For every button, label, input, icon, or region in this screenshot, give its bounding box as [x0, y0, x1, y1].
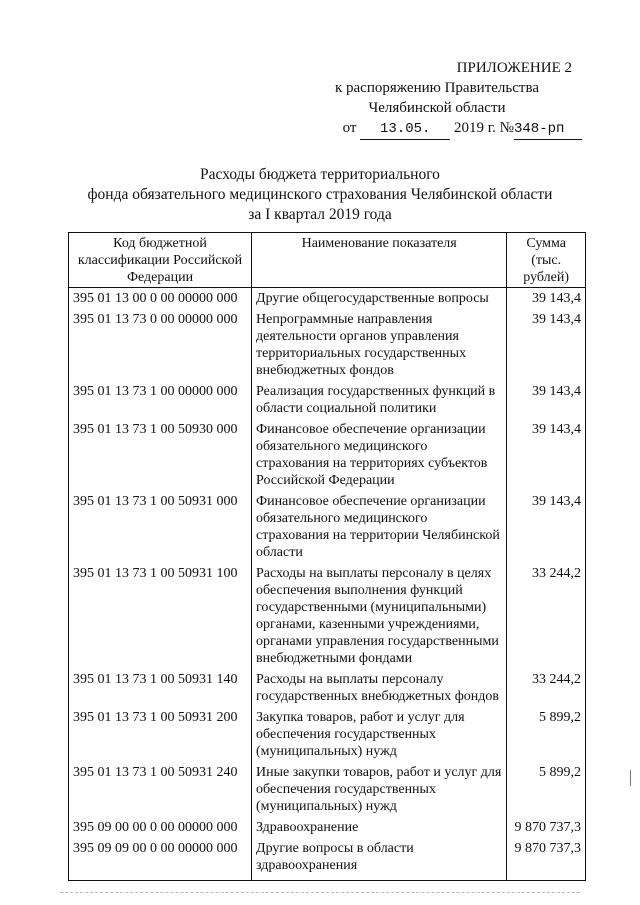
header-name: Наименование показателя — [252, 233, 507, 288]
decree-number: 348-рп — [514, 119, 582, 140]
header-sum: Сумма (тыс. рублей) — [507, 233, 586, 288]
row-name: Финансовое обеспечение организации обязательного медицинского страхования на территориях субъектов Российской Федерации — [252, 421, 507, 493]
appendix-header — [292, 58, 582, 140]
decree-date-line — [292, 118, 582, 140]
table-row — [69, 764, 586, 819]
decree-date: 13.05. — [360, 119, 450, 140]
row-sum: 33 244,2 — [507, 565, 586, 671]
row-sum: 33 244,2 — [507, 671, 586, 709]
row-sum: 5 899,2 — [507, 709, 586, 764]
row-sum: 39 143,4 — [507, 383, 586, 421]
row-sum: 39 143,4 — [507, 421, 586, 493]
row-code: 395 01 13 73 1 00 00000 000 — [69, 383, 252, 421]
row-code: 395 01 13 73 1 00 50930 000 — [69, 421, 252, 493]
decree-year: 2019 г. № — [453, 120, 514, 136]
document-title-line-2: фонда обязательного медицинского страхования Челябинской области — [87, 186, 553, 203]
row-sum: 39 143,4 — [507, 493, 586, 565]
row-name: Закупка товаров, работ и услуг для обеспечения государственных (муниципальных) нужд — [252, 709, 507, 764]
row-code: 395 01 13 73 1 00 50931 240 — [69, 764, 252, 819]
row-name: Финансовое обеспечение организации обязательного медицинского страхования на территории Челябинской области — [252, 493, 507, 565]
table-row — [69, 493, 586, 565]
row-name: Другие вопросы в области здравоохранения — [252, 840, 507, 881]
appendix-line-2: Челябинской области — [368, 100, 506, 116]
row-sum: 39 143,4 — [507, 288, 586, 312]
table-row — [69, 288, 586, 312]
document-title — [40, 165, 600, 225]
row-code: 395 01 13 73 1 00 50931 100 — [69, 565, 252, 671]
row-sum: 5 899,2 — [507, 764, 586, 819]
row-code: 395 01 13 73 1 00 50931 000 — [69, 493, 252, 565]
appendix-line-1: к распоряжению Правительства — [334, 80, 539, 96]
row-name: Реализация государственных функций в области социальной политики — [252, 383, 507, 421]
appendix-title: ПРИЛОЖЕНИЕ 2 — [456, 60, 572, 76]
table-row — [69, 840, 586, 881]
table-row — [69, 671, 586, 709]
table-row — [69, 819, 586, 840]
table-row — [69, 565, 586, 671]
scan-bottom-edge — [60, 892, 580, 893]
row-code: 395 09 09 00 0 00 00000 000 — [69, 840, 252, 881]
table-row — [69, 709, 586, 764]
document-title-line-1: Расходы бюджета территориального — [200, 166, 440, 183]
row-code: 395 09 00 00 0 00 00000 000 — [69, 819, 252, 840]
row-code: 395 01 13 00 0 00 00000 000 — [69, 288, 252, 312]
date-prefix: от — [342, 120, 357, 136]
row-name: Расходы на выплаты персоналу государственных внебюджетных фондов — [252, 671, 507, 709]
document-title-line-3: за I квартал 2019 года — [248, 206, 392, 223]
row-name: Расходы на выплаты персоналу в целях обеспечения выполнения функций государственными (муниципальными) органами, казенными учреждениями, органами управления государственными внебюджетными фондами — [252, 565, 507, 671]
table-row — [69, 383, 586, 421]
header-code: Код бюджетной классификации Российской Федерации — [69, 233, 252, 288]
table-row — [69, 421, 586, 493]
row-name: Здравоохранение — [252, 819, 507, 840]
row-code: 395 01 13 73 1 00 50931 200 — [69, 709, 252, 764]
row-sum: 39 143,4 — [507, 311, 586, 383]
table-row — [69, 311, 586, 383]
row-sum: 9 870 737,3 — [507, 819, 586, 840]
row-code: 395 01 13 73 1 00 50931 140 — [69, 671, 252, 709]
row-name: Иные закупки товаров, работ и услуг для обеспечения государственных (муниципальных) нужд — [252, 764, 507, 819]
row-name: Другие общегосударственные вопросы — [252, 288, 507, 312]
budget-table — [68, 232, 586, 881]
row-sum: 9 870 737,3 — [507, 840, 586, 881]
row-code: 395 01 13 73 0 00 00000 000 — [69, 311, 252, 383]
row-name: Непрограммные направления деятельности органов управления территориальных государственных внебюджетных фондов — [252, 311, 507, 383]
scan-artifact — [630, 770, 634, 786]
table-header-row — [69, 233, 586, 288]
